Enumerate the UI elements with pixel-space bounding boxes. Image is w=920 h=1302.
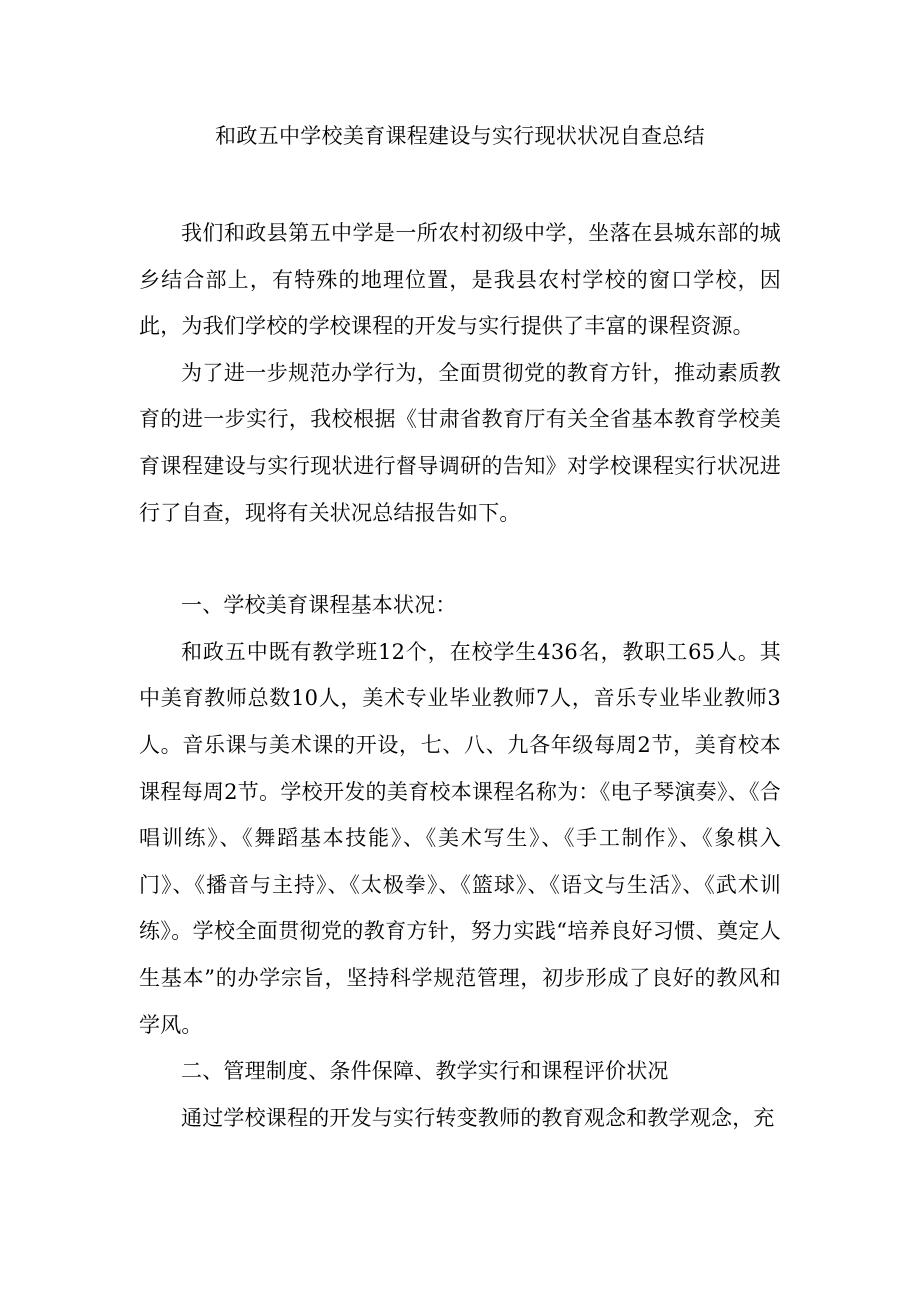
section-2-body: 通过学校课程的开发与实行转变教师的教育观念和教学观念，充 xyxy=(181,1105,775,1130)
intro-paragraph-1: 我们和政县第五中学是一所农村初级中学，坐落在县城东部的城乡结合部上，有特殊的地理位置，是我县农村学校的窗口学校，因此，为我们学校的学校课程的开发与实行提供了丰富的课程资源。 xyxy=(139,221,781,339)
document-title: 和政五中学校美育课程建设与实行现状状况自查总结 xyxy=(215,124,705,148)
section-1-body: 和政五中既有教学班12个，在校学生436名，教职工65人。其中美育教师总数10人，美术专业毕业教师7人，音乐专业毕业教师3人。音乐课与美术课的开设，七、八、九各年级每周2节，美育校本课程每周2节。学校开发的美育校本课程名称为：《电子琴演奏》、《合唱训练》、《舞蹈基本技能》、《美术写生》、《手工制作》、《象棋入门》、《播音与主持》、《太极拳》、《篮球》、《语文与生活》、《武术训练》。学校全面贯彻党的教育方针，努力实践“培养良好习惯、奠定人生基本”的办学宗旨，坚持科学规范管理，初步形成了良好的教风和学风。 xyxy=(139,639,781,1037)
intro-paragraph-2: 为了进一步规范办学行为，全面贯彻党的教育方针，推动素质教育的进一步实行，我校根据《甘肃省教育厅有关全省基本教育学校美育课程建设与实行现状进行督导调研的告知》对学校课程实行状况进行了自查，现将有关状况总结报告如下。 xyxy=(139,360,781,525)
paragraph-gap xyxy=(139,536,781,582)
section-2-heading: 二、管理制度、条件保障、教学实行和课程评价状况 xyxy=(181,1059,669,1084)
section-1-heading: 一、学校美育课程基本状况： xyxy=(181,593,457,618)
document-body xyxy=(139,210,781,1141)
